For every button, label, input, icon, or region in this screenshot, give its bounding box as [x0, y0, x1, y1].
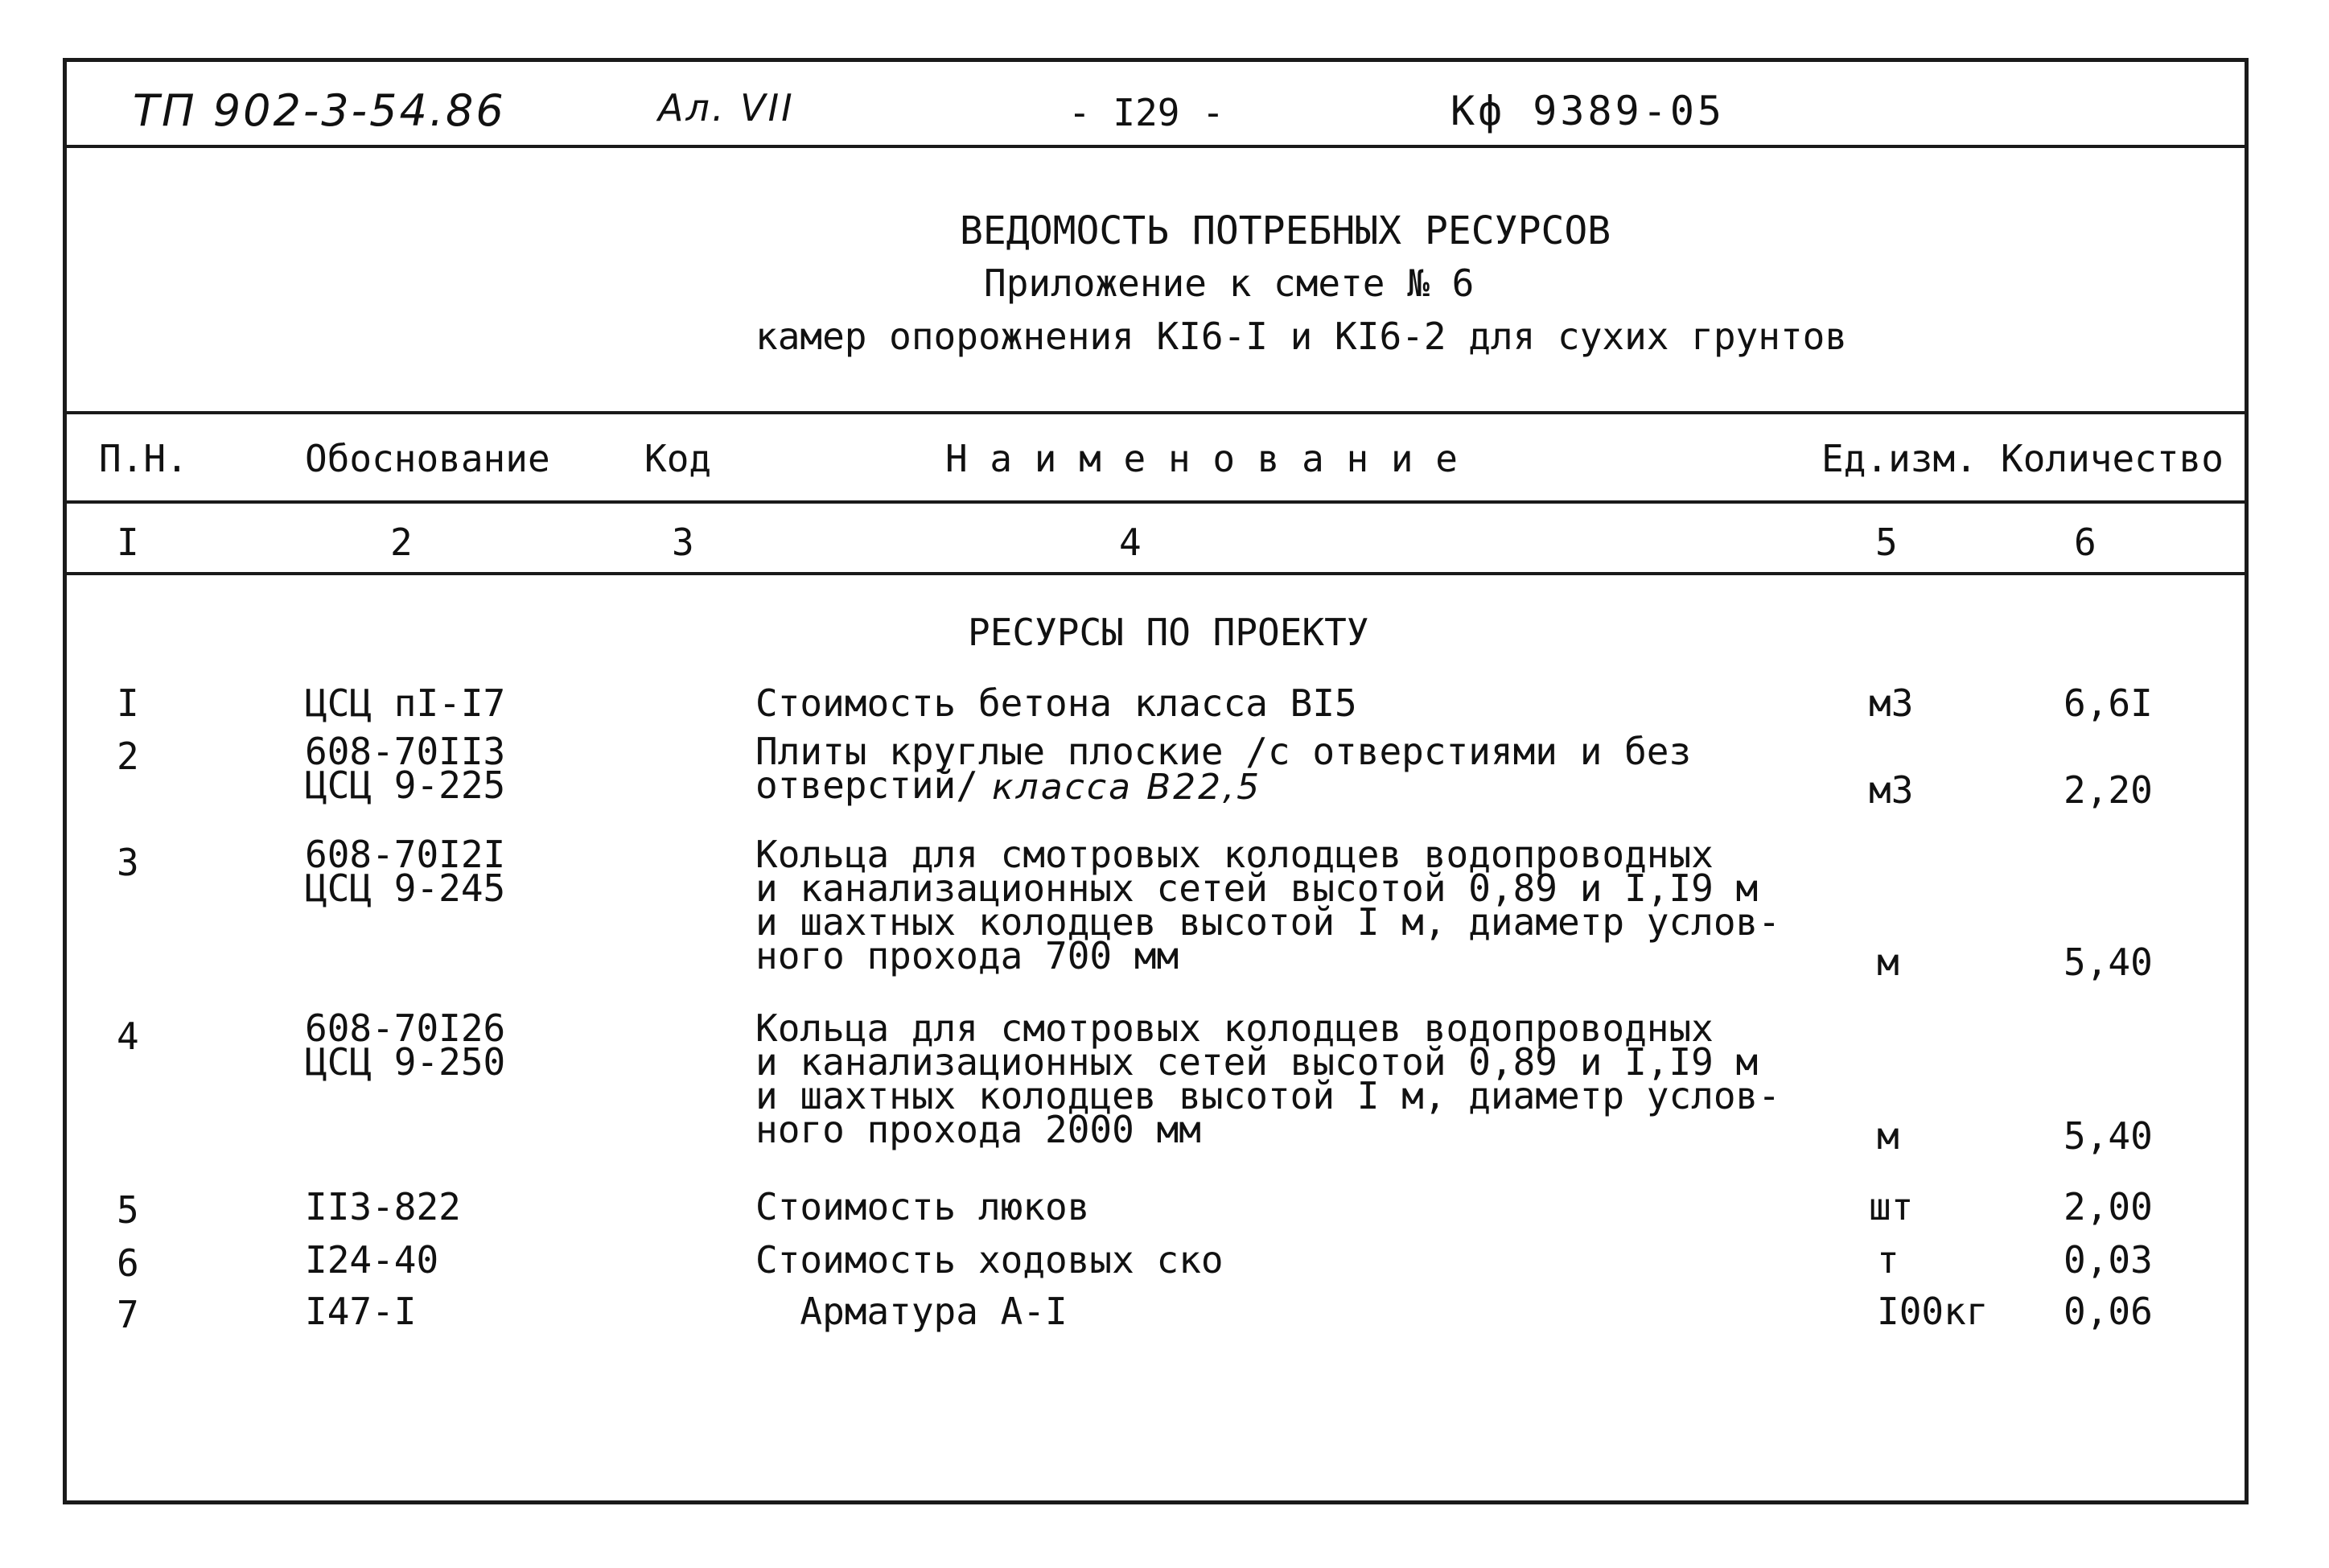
row-5-basis: II3-822	[305, 1185, 461, 1228]
row-3-unit: м	[1877, 940, 1899, 984]
colnum-5: 5	[1875, 521, 1898, 564]
album-number: Ал. VII	[658, 86, 795, 130]
row-2-number: 2	[117, 735, 139, 778]
row-2-name: Плиты круглые плоские /с отверстиями и без отверстий/	[755, 730, 1692, 807]
header-top-divider	[67, 411, 2245, 414]
row-7-name: Арматура А-I	[755, 1290, 1068, 1333]
colnum-2: 2	[390, 521, 413, 564]
row-4-quantity: 5,40	[2064, 1114, 2153, 1158]
row-6-name: Стоимость ходовых ско	[755, 1238, 1224, 1282]
row-5-name: Стоимость люков	[755, 1185, 1090, 1228]
colnum-6: 6	[2074, 521, 2097, 564]
row-3-number: 3	[117, 841, 139, 884]
row-1-name: Стоимость бетона класса ВI5	[755, 681, 1357, 725]
section-title: РЕСУРСЫ ПО ПРОЕКТУ	[968, 611, 1369, 654]
row-7-basis: I47-I	[305, 1290, 417, 1333]
row-6-basis: I24-40	[305, 1238, 439, 1282]
row-6-unit: т	[1877, 1238, 1899, 1282]
resource-sheet	[63, 58, 2249, 1504]
document-title: ВЕДОМОСТЬ ПОТРЕБНЫХ РЕСУРСОВ	[960, 208, 1611, 253]
header-quantity: Количество	[2001, 437, 2224, 480]
row-1-quantity: 6,6I	[2064, 681, 2153, 725]
row-3-quantity: 5,40	[2064, 940, 2153, 984]
row-3-name: Кольца для смотровых колодцев водопроводных и канализационных сетей высотой 0,89 и I,I9 м и шахтных колодцев высотой I м, диаметр услов- ного прохода 700 мм	[755, 833, 1780, 977]
row-7-quantity: 0,06	[2064, 1290, 2153, 1333]
archive-stamp: Кф 9389-05	[1450, 88, 1726, 134]
row-1-number: I	[117, 681, 139, 725]
row-2-unit: м3	[1869, 768, 1914, 812]
row-2-quantity: 2,20	[2064, 768, 2153, 812]
colnum-4: 4	[1119, 521, 1142, 564]
row-6-number: 6	[117, 1241, 139, 1285]
document-subtitle: Приложение к смете № 6	[984, 261, 1475, 305]
row-6-quantity: 0,03	[2064, 1238, 2153, 1282]
row-7-unit: I00кг	[1877, 1290, 1989, 1333]
row-5-number: 5	[117, 1188, 139, 1232]
row-2-handwritten-class: класса В22,5	[992, 767, 1262, 808]
row-1-basis: ЦСЦ пI-I7	[305, 681, 506, 725]
row-2-basis: 608-70II3 ЦСЦ 9-225	[305, 730, 506, 807]
doc-code: ТП 902-3-54.86	[133, 85, 506, 136]
header-code: Код	[644, 437, 712, 480]
header-mid-divider	[67, 500, 2245, 504]
row-4-basis: 608-70I26 ЦСЦ 9-250	[305, 1006, 506, 1084]
document-scope: камер опорожнения КI6-I и КI6-2 для сухих грунтов	[755, 315, 1848, 358]
page-number: - I29 -	[1068, 91, 1224, 134]
row-1-unit: м3	[1869, 681, 1914, 725]
header-unit: Ед.изм.	[1821, 437, 1977, 480]
row-5-quantity: 2,00	[2064, 1185, 2153, 1228]
header-name: Н а и м е н о в а н и е	[945, 437, 1458, 480]
colnum-3: 3	[672, 521, 694, 564]
colnum-1: I	[117, 521, 139, 564]
row-3-basis: 608-70I2I ЦСЦ 9-245	[305, 833, 506, 910]
header-bottom-divider	[67, 572, 2245, 575]
row-4-name: Кольца для смотровых колодцев водопроводных и канализационных сетей высотой 0,89 и I,I9 м и шахтных колодцев высотой I м, диаметр услов- ного прохода 2000 мм	[755, 1006, 1780, 1151]
row-4-number: 4	[117, 1014, 139, 1058]
header-basis: Обоснование	[305, 437, 550, 480]
row-4-unit: м	[1877, 1114, 1899, 1158]
row-7-number: 7	[117, 1293, 139, 1336]
header-item-number: П.Н.	[99, 437, 188, 480]
row-5-unit: шт	[1869, 1185, 1914, 1228]
top-strip-divider	[67, 145, 2245, 148]
